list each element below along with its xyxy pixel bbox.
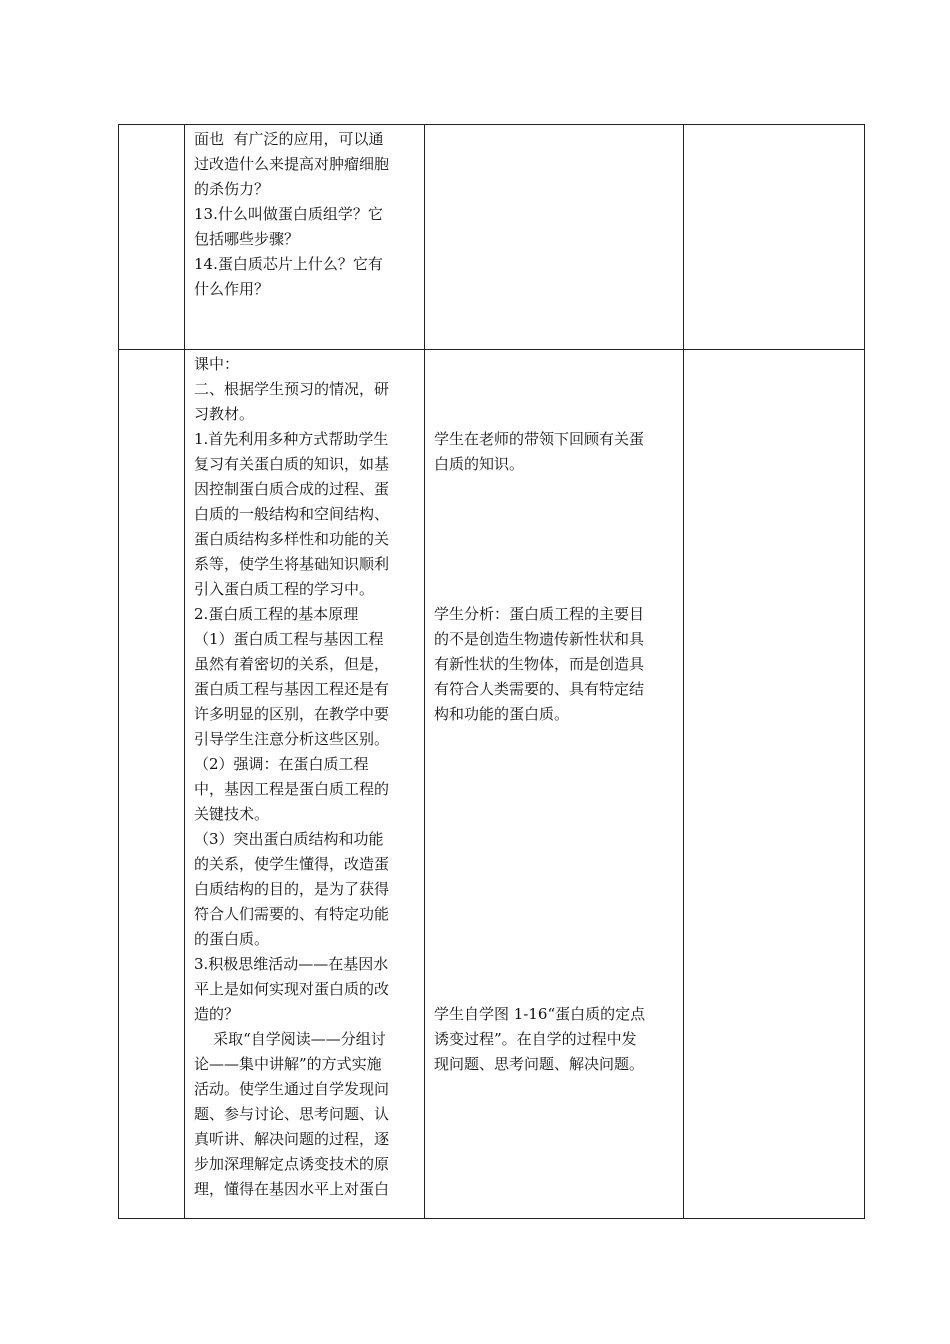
- text-line: 诱变过程”。在自学的过程中发: [434, 1030, 637, 1048]
- notes-cell: [684, 350, 865, 1219]
- student-block-self-study: [434, 1002, 675, 1077]
- text-line: 中，基因工程是蛋白质工程的: [194, 780, 390, 798]
- text-line: 复习有关蛋白质的知识，如基: [194, 455, 390, 473]
- text-line: 许多明显的区别，在教学中要: [194, 705, 390, 723]
- text-line: 题、参与讨论、思考问题、认: [194, 1105, 390, 1123]
- text-line: 1.首先利用多种方式帮助学生: [194, 430, 389, 448]
- teacher-activity-cell: [185, 350, 425, 1219]
- text-line: 步加深理解定点诱变技术的原: [194, 1155, 390, 1173]
- text-line: 因控制蛋白质合成的过程、蛋: [194, 480, 390, 498]
- text-line: 二、根据学生预习的情况，研: [194, 380, 390, 398]
- student-block-review: [434, 427, 675, 477]
- text-line: 白质的知识。: [434, 455, 525, 473]
- text-line: 学生分析：蛋白质工程的主要目: [434, 605, 645, 623]
- text-line: 的蛋白质。: [194, 930, 270, 948]
- student-activity-cell: [425, 125, 684, 350]
- text-line: 2.蛋白质工程的基本原理: [194, 605, 359, 623]
- text-line: 13.什么叫做蛋白质组学？它: [194, 205, 383, 223]
- text-line: 蛋白质结构多样性和功能的关: [194, 530, 390, 548]
- text-line: （1）蛋白质工程与基因工程: [194, 630, 384, 648]
- text-line: 造的？: [194, 1005, 240, 1023]
- teacher-activity-cell: [185, 125, 425, 350]
- text-line: 有符合人类需要的、具有特定结: [434, 680, 645, 698]
- student-block-analysis: [434, 602, 675, 727]
- table-row: [119, 350, 865, 1219]
- text-line: 理，懂得在基因水平上对蛋白: [194, 1180, 390, 1198]
- text-line: 过改造什么来提高对肿瘤细胞: [194, 155, 390, 173]
- text-line: 真听讲、解决问题的过程，逐: [194, 1130, 390, 1148]
- text-line: 的杀伤力？: [194, 180, 270, 198]
- text-line: 学生在老师的带领下回顾有关蛋: [434, 430, 645, 448]
- text-line: 白质的一般结构和空间结构、: [194, 505, 390, 523]
- text-line: 白质结构的目的，是为了获得: [194, 880, 390, 898]
- text-line: 有新性状的生物体，而是创造具: [434, 655, 645, 673]
- text-line: 现问题、思考问题、解决问题。: [434, 1055, 645, 1073]
- teacher-activity-text: [185, 350, 424, 1202]
- label-cell: [119, 125, 185, 350]
- text-line: 什么作用？: [194, 280, 270, 298]
- text-line: 习教材。: [194, 405, 255, 423]
- text-line: 3.积极思维活动——在基因水: [194, 955, 389, 973]
- text-line: 14.蛋白质芯片上什么？它有: [194, 255, 383, 273]
- text-line: 关键技术。: [194, 805, 270, 823]
- label-cell: [119, 350, 185, 1219]
- text-line: 虽然有着密切的关系，但是，: [194, 655, 390, 673]
- notes-cell: [684, 125, 865, 350]
- student-activity-cell: [425, 350, 684, 1219]
- text-line: 采取“自学阅读——分组讨: [194, 1030, 386, 1048]
- text-line: （2）强调：在蛋白质工程: [194, 755, 369, 773]
- text-line: 符合人们需要的、有特定功能: [194, 905, 390, 923]
- text-line: 引入蛋白质工程的学习中。: [194, 580, 375, 598]
- text-line: 论——集中讲解”的方式实施: [194, 1055, 382, 1073]
- text-line: 系等，使学生将基础知识顺利: [194, 555, 390, 573]
- text-line: 的关系，使学生懂得，改造蛋: [194, 855, 390, 873]
- text-line: 引导学生注意分析这些区别。: [194, 730, 390, 748]
- text-line: 包括哪些步骤？: [194, 230, 300, 248]
- text-line: 面也 有广泛的应用，可以通: [194, 130, 384, 148]
- table-row: [119, 125, 865, 350]
- text-line: 蛋白质工程与基因工程还是有: [194, 680, 390, 698]
- text-line: 活动。使学生通过自学发现问: [194, 1080, 390, 1098]
- text-line: 平上是如何实现对蛋白质的改: [194, 980, 390, 998]
- text-line: 构和功能的蛋白质。: [434, 705, 570, 723]
- lesson-plan-table: [118, 124, 865, 1219]
- student-activity-text: [425, 350, 683, 1077]
- teacher-activity-text: [185, 125, 424, 302]
- text-line: 课中：: [194, 355, 240, 373]
- text-line: （3）突出蛋白质结构和功能: [194, 830, 384, 848]
- text-line: 学生自学图 1-16“蛋白质的定点: [434, 1005, 646, 1023]
- text-line: 的不是创造生物遗传新性状和具: [434, 630, 645, 648]
